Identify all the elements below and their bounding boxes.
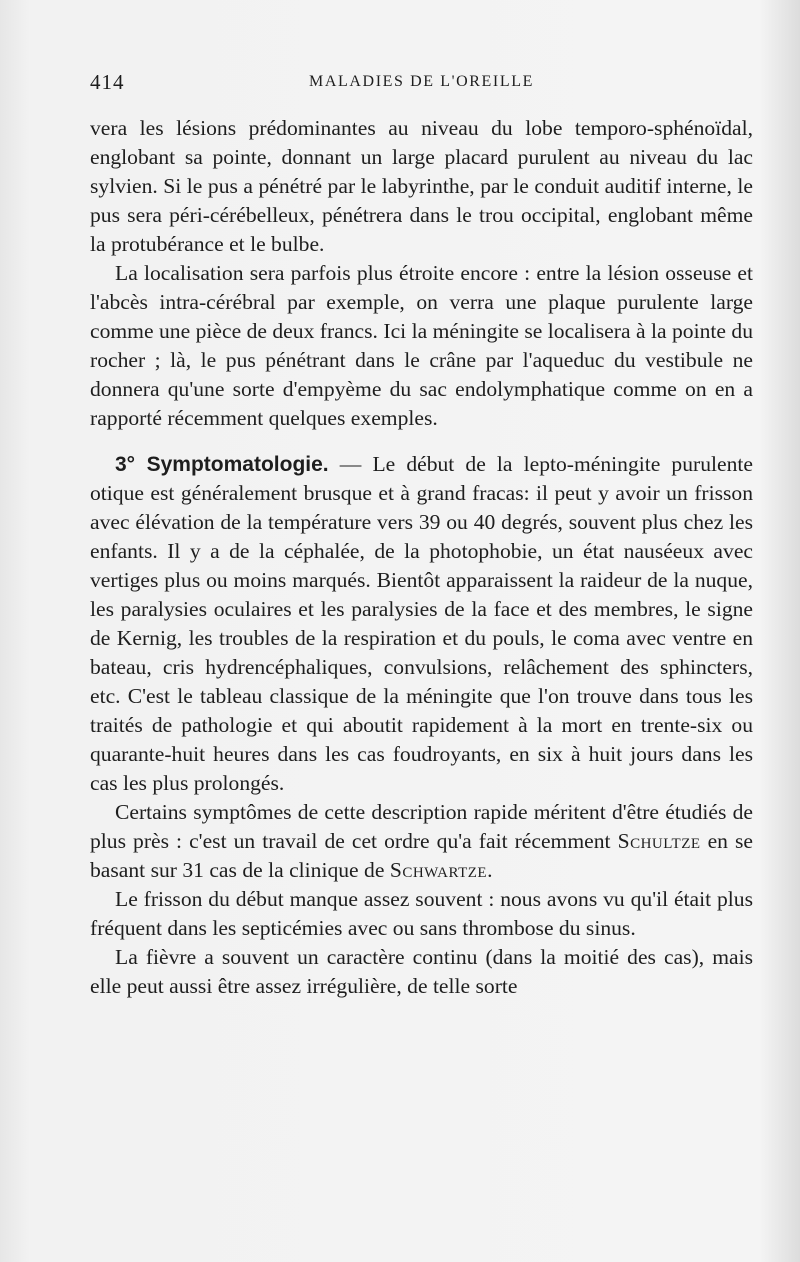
body-text xyxy=(90,114,753,1001)
running-title: MALADIES DE L'OREILLE xyxy=(309,73,534,90)
paragraph-frisson: Le frisson du début manque assez souvent : nous avons vu qu'il était plus fréquent dans les septicémies avec ou sans thrombose du sinus. xyxy=(90,887,753,940)
paragraph-localisation: La localisation sera parfois plus étroite encore : entre la lésion osseuse et l'abcès intra-cérébral par exemple, on verra une plaque purulente large comme une pièce de deux francs. Ici la méningite se localisera à la pointe du rocher ; là, le pus pénétrant dans le crâne par l'aqueduc du vestibule ne donnera qu'une sorte d'empyème du sac endolymphatique comme on en a rapporté récemment quelques exemples. xyxy=(90,261,753,430)
paragraph-fievre: La fièvre a souvent un caractère continu (dans la moitié des cas), mais elle peut aussi être assez irrégulière, de telle sorte xyxy=(90,945,753,998)
paragraph-continuation: vera les lésions prédominantes au niveau du lobe temporo-sphénoïdal, englobant sa pointe, donnant un large placard purulent au niveau du lac sylvien. Si le pus a pénétré par le labyrinthe, par le conduit auditif interne, le pus sera péri-cérébelleux, pénétrera dans le trou occipital, englobant même la protubérance et le bulbe. xyxy=(90,116,753,256)
paragraph-text: en se basant sur 31 cas de la clinique de xyxy=(90,829,753,882)
author-name-schultze: Schultze xyxy=(617,829,701,853)
section-heading: 3° Symptomatologie. xyxy=(115,453,329,476)
paragraph-certains-symptomes xyxy=(90,798,753,885)
author-name-schwartze: Schwartze xyxy=(389,858,488,882)
paragraph-symptomatologie xyxy=(90,450,753,798)
paragraph-text: . xyxy=(487,858,493,882)
paragraph-text: Certains symptômes de cette description rapide méritent d'être étudiés de plus près : c'est un travail de cet ordre qu'a fait récemment xyxy=(90,800,753,853)
page-number: 414 xyxy=(90,70,125,94)
paragraph-text: — Le début de la lepto-méningite purulente otique est généralement brusque et à grand fracas: il peut y avoir un frisson avec élévation de la température vers 39 ou 40 degrés, souvent plus chez les enfants. Il y a de la céphalée, de la photophobie, un état nauséeux avec vertiges plus ou moins marqués. Bientôt apparaissent la raideur de la nuque, les paralysies oculaires et les paralysies de la face et des membres, le signe de Kernig, les troubles de la respiration et du pouls, le coma avec ventre en bateau, cris hydrencéphaliques, convulsions, relâchement des sphincters, etc. C'est le tableau classique de la méningite que l'on trouve dans tous les traités de pathologie et qui aboutit rapidement à la mort en trente-six ou quarante-huit heures dans les cas foudroyants, en six à huit jours dans les cas les plus prolongés. xyxy=(90,452,753,795)
page-header xyxy=(90,70,753,98)
